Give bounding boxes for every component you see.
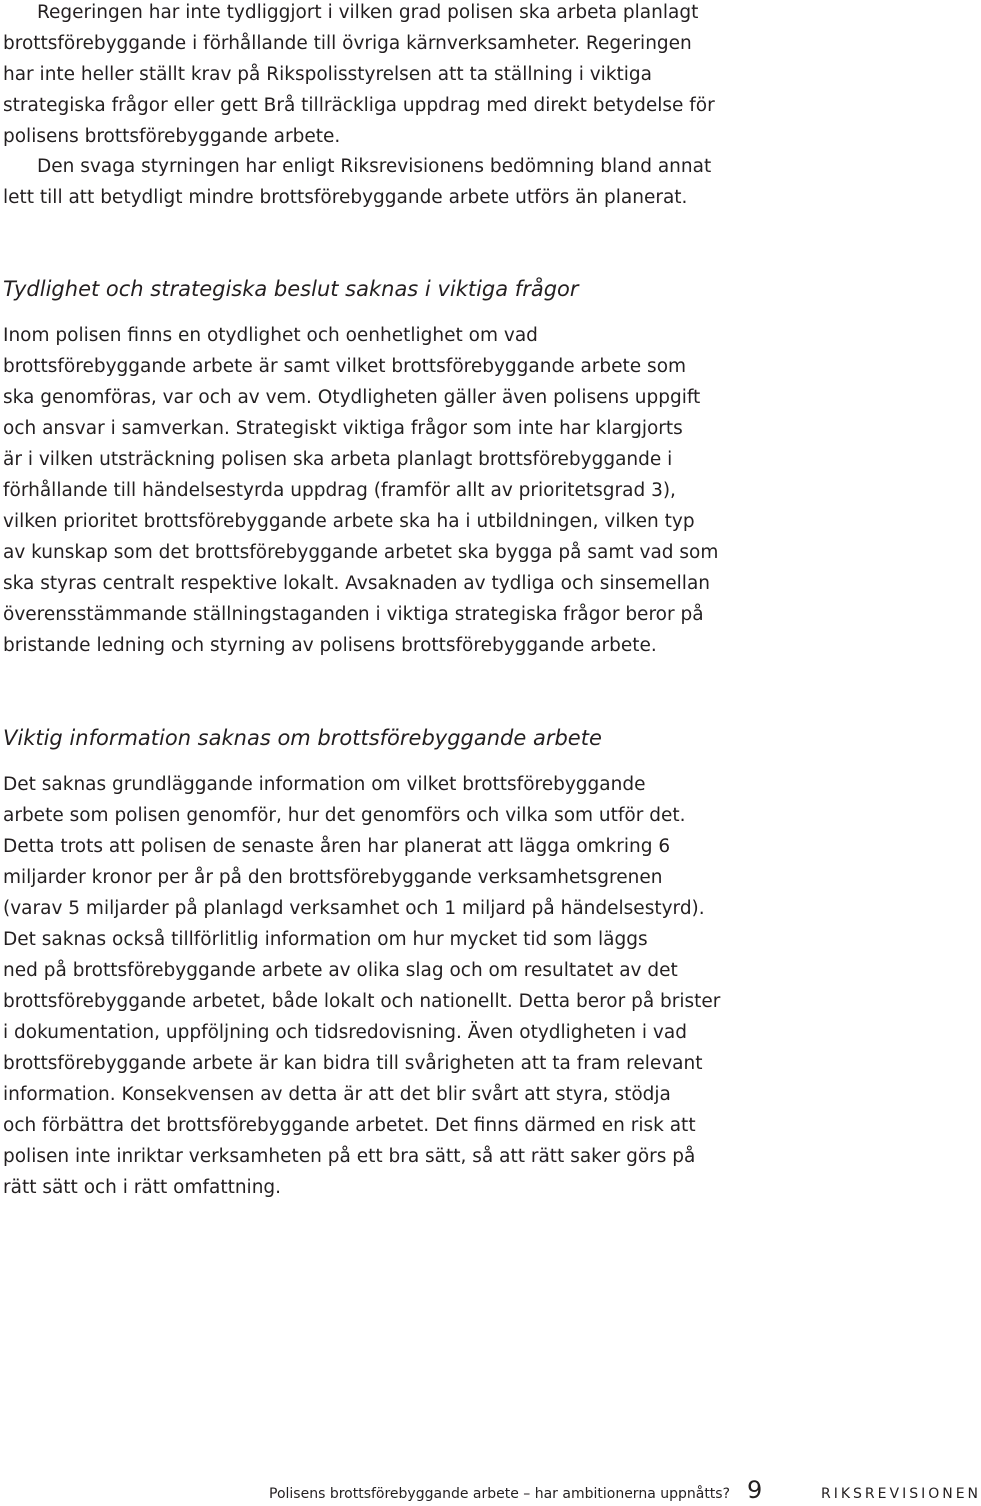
text-line: bristande ledning och styrning av polisens brottsförebyggande arbete. [3,635,657,656]
text-line: brottsförebyggande i förhållande till övriga kärnverksamheter. Regeringen [3,33,692,54]
text-line: miljarder kronor per år på den brottsförebyggande verksamhetsgrenen [3,867,663,888]
footer-document-title: Polisens brottsförebyggande arbete – har ambitionerna uppnåtts? [269,1486,731,1502]
section-heading: Viktig information saknas om brottsförebyggande arbete [3,726,602,750]
text-line: polisen inte inriktar verksamheten på ett bra sätt, så att rätt saker görs på [3,1146,696,1167]
text-line: har inte heller ställt krav på Rikspolisstyrelsen att ta ställning i viktiga [3,64,652,85]
text-line: och förbättra det brottsförebyggande arbetet. Det finns därmed en risk att [3,1115,696,1136]
text-line: Den svaga styrningen har enligt Riksrevisionens bedömning bland annat [37,156,712,177]
text-line: brottsförebyggande arbetet, både lokalt och nationellt. Detta beror på brister [3,991,721,1012]
text-line: vilken prioritet brottsförebyggande arbete ska ha i utbildningen, vilken typ [3,511,695,532]
text-line: lett till att betydligt mindre brottsförebyggande arbete utförs än planerat. [3,187,688,208]
text-line: är i vilken utsträckning polisen ska arbeta planlagt brottsförebyggande i [3,449,673,470]
text-line: av kunskap som det brottsförebyggande arbetet ska bygga på samt vad som [3,542,719,563]
text-line: Regeringen har inte tydliggjort i vilken grad polisen ska arbeta planlagt [37,2,699,23]
text-line: ska genomföras, var och av vem. Otydligheten gäller även polisens uppgift [3,387,701,408]
text-line: brottsförebyggande arbete är kan bidra till svårigheten att ta fram relevant [3,1053,703,1074]
text-line: ska styras centralt respektive lokalt. Avsaknaden av tydliga och sinsemellan [3,573,711,594]
text-line: (varav 5 miljarder på planlagd verksamhet och 1 miljard på händelsestyrd). [3,898,705,919]
text-line: Det saknas också tillförlitlig information om hur mycket tid som läggs [3,929,648,950]
page-footer [3,1474,981,1504]
text-line: överensstämmande ställningstaganden i viktiga strategiska frågor beror på [3,604,704,625]
intro-paragraph-1 [3,0,715,152]
text-line: Det saknas grundläggande information om vilket brottsförebyggande [3,774,646,795]
text-line: och ansvar i samverkan. Strategiskt viktiga frågor som inte har klargjorts [3,418,683,439]
text-line: information. Konsekvensen av detta är att det blir svårt att styra, stödja [3,1084,671,1105]
text-line: polisens brottsförebyggande arbete. [3,126,341,147]
text-line: strategiska frågor eller gett Brå tillräckliga uppdrag med direkt betydelse för [3,95,715,116]
text-line: i dokumentation, uppföljning och tidsredovisning. Även otydligheten i vad [3,1022,687,1043]
text-line: ned på brottsförebyggande arbete av olika slag och om resultatet av det [3,960,678,981]
page-number: 9 [747,1476,763,1504]
text-line: förhållande till händelsestyrda uppdrag (framför allt av prioritetsgrad 3), [3,480,676,501]
publisher-name: RIKSREVISIONEN [821,1486,981,1502]
text-line: Inom polisen finns en otydlighet och oenhetlighet om vad [3,325,538,346]
text-line: rätt sätt och i rätt omfattning. [3,1177,282,1198]
text-line: arbete som polisen genomför, hur det genomförs och vilka som utför det. [3,805,686,826]
section-1-paragraph [3,320,718,661]
text-line: Detta trots att polisen de senaste åren har planerat att lägga omkring 6 [3,836,671,857]
text-line: brottsförebyggande arbete är samt vilket brottsförebyggande arbete som [3,356,687,377]
section-heading: Tydlighet och strategiska beslut saknas i viktiga frågor [3,277,579,301]
intro-paragraph-2 [3,151,711,213]
section-2-paragraph [3,769,720,1203]
